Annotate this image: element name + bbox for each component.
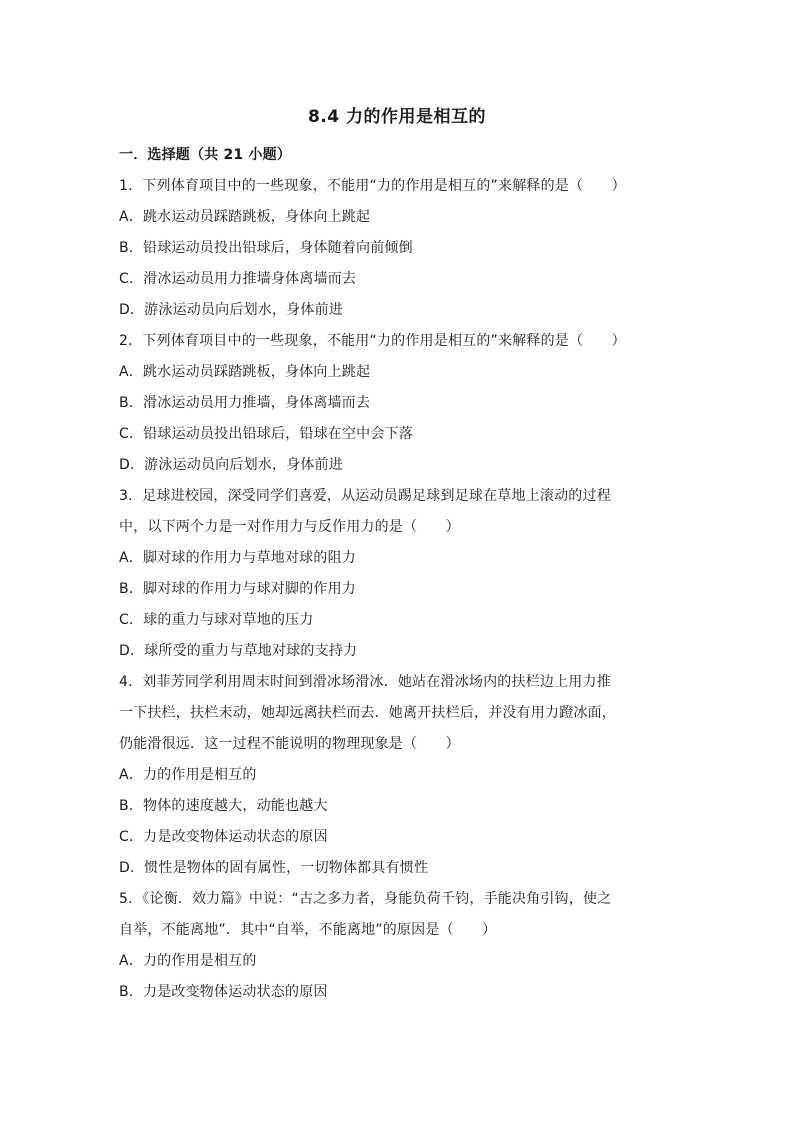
question-2-option-a: A．跳水运动员踩踏跳板，身体向上跳起 bbox=[119, 364, 371, 380]
question-4-stem-line-1: 4．刘菲芳同学利用周末时间到滑冰场滑冰．她站在滑冰场内的扶栏边上用力推 bbox=[119, 674, 611, 690]
document-title: 8.4 力的作用是相互的 bbox=[307, 107, 487, 127]
question-3-option-b: B．脚对球的作用力与球对脚的作用力 bbox=[119, 581, 357, 597]
question-3-stem-line-2: 中，以下两个力是一对作用力与反作用力的是（ ） bbox=[119, 519, 460, 535]
question-5-stem-line-2: 自举，不能离地”．其中“自举，不能离地”的原因是（ ） bbox=[119, 922, 497, 938]
question-4-stem-line-2: 一下扶栏，扶栏未动，她却远离扶栏而去．她离开扶栏后，并没有用力蹬冰面， bbox=[119, 705, 616, 721]
section-heading: 一．选择题（共 21 小题） bbox=[119, 147, 292, 163]
question-5-stem-line-1: 5．《论衡．效力篇》中说：“古之多力者，身能负荷千钧，手能决角引钩，使之 bbox=[119, 891, 612, 907]
question-list bbox=[119, 140, 679, 1008]
question-1-option-c: C．滑冰运动员用力推墙身体离墙而去 bbox=[119, 271, 357, 287]
question-1-option-a: A．跳水运动员踩踏跳板，身体向上跳起 bbox=[119, 209, 371, 225]
question-3-stem-line-1: 3．足球进校园，深受同学们喜爱，从运动员踢足球到足球在草地上滚动的过程 bbox=[119, 488, 611, 504]
question-3-option-a: A．脚对球的作用力与草地对球的阻力 bbox=[119, 550, 356, 566]
question-4-option-b: B．物体的速度越大，动能也越大 bbox=[119, 798, 328, 814]
question-1-option-d: D．游泳运动员向后划水，身体前进 bbox=[119, 302, 343, 318]
question-5-option-b: B．力是改变物体运动状态的原因 bbox=[119, 984, 328, 1000]
question-2-stem: 2．下列体育项目中的一些现象，不能用“力的作用是相互的”来解释的是（ ） bbox=[119, 333, 626, 349]
question-4-stem-line-3: 仍能滑很远．这一过程不能说明的物理现象是（ ） bbox=[119, 736, 460, 752]
question-4-option-d: D．惯性是物体的固有属性，一切物体都具有惯性 bbox=[119, 860, 429, 876]
question-4-option-c: C．力是改变物体运动状态的原因 bbox=[119, 829, 328, 845]
question-2-option-d: D．游泳运动员向后划水，身体前进 bbox=[119, 457, 343, 473]
question-2-option-c: C．铅球运动员投出铅球后，铅球在空中会下落 bbox=[119, 426, 413, 442]
question-1-stem: 1．下列体育项目中的一些现象，不能用“力的作用是相互的”来解释的是（ ） bbox=[119, 178, 626, 194]
question-4-option-a: A．力的作用是相互的 bbox=[119, 767, 257, 783]
question-2-option-b: B．滑冰运动员用力推墙，身体离墙而去 bbox=[119, 395, 371, 411]
question-1-option-b: B．铅球运动员投出铅球后，身体随着向前倾倒 bbox=[119, 240, 413, 256]
question-3-option-c: C．球的重力与球对草地的压力 bbox=[119, 612, 314, 628]
question-5-option-a: A．力的作用是相互的 bbox=[119, 953, 257, 969]
question-3-option-d: D．球所受的重力与草地对球的支持力 bbox=[119, 643, 358, 659]
